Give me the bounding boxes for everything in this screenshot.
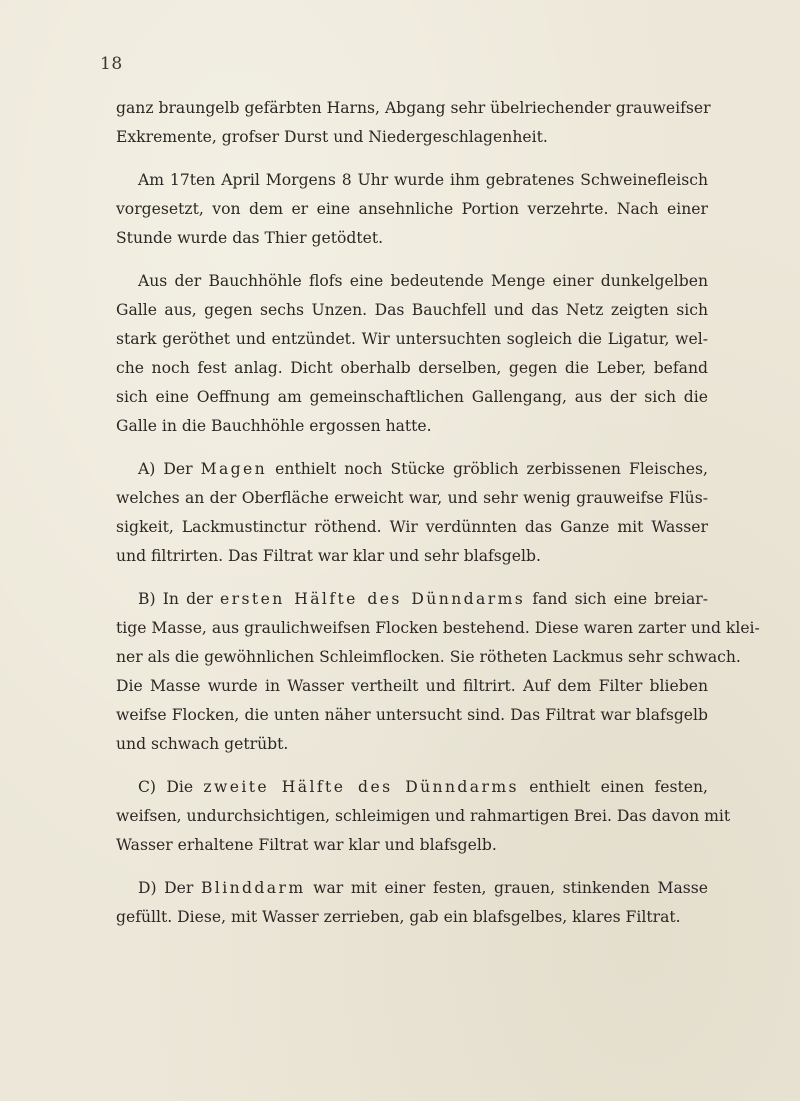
emphasized-term: Blinddarm xyxy=(200,879,306,897)
text-line: weifse Flocken, die unten näher untersucht sind. Das Filtrat war blafsgelb xyxy=(116,706,708,724)
emphasized-term: zweite Hälfte des Dünndarms xyxy=(203,778,519,796)
text-line: gefüllt. Diese, mit Wasser zerrieben, gab ein blafsgelbes, klares Filtrat. xyxy=(116,908,681,926)
text-line: Am 17ten April Morgens 8 Uhr wurde ihm gebratenes Schweinefleisch xyxy=(138,171,708,189)
text-line: Die Masse wurde in Wasser vertheilt und filtrirt. Auf dem Filter blieben xyxy=(116,677,708,695)
paragraph-gap xyxy=(116,253,708,267)
text-line: und schwach getrübt. xyxy=(116,735,289,753)
text-line: Aus der Bauchhöhle flofs eine bedeutende Menge einer dunkelgelben xyxy=(138,272,708,290)
paragraph xyxy=(116,874,708,932)
emphasized-term: Magen xyxy=(200,460,268,478)
paragraph-gap xyxy=(116,860,708,874)
paragraph-gap xyxy=(116,152,708,166)
paragraph-gap xyxy=(116,571,708,585)
text-line: stark geröthet und entzündet. Wir untersuchten sogleich die Ligatur, wel- xyxy=(116,330,708,348)
paragraph-gap xyxy=(116,759,708,773)
paragraph xyxy=(116,166,708,253)
text-line: che noch fest anlag. Dicht oberhalb derselben, gegen die Leber, befand xyxy=(116,359,708,377)
text-line: ganz braungelb gefärbten Harns, Abgang sehr übelriechender grauweifser xyxy=(116,99,711,117)
text-line: Galle aus, gegen sechs Unzen. Das Bauchfell und das Netz zeigten sich xyxy=(116,301,708,319)
text-line: C) Die zweite Hälfte des Dünndarms enthielt einen festen, xyxy=(138,778,708,796)
text-line: vorgesetzt, von dem er eine ansehnliche Portion verzehrte. Nach einer xyxy=(116,200,708,218)
emphasized-term: ersten Hälfte des Dünndarms xyxy=(220,590,526,608)
paragraph xyxy=(116,267,708,441)
text-line: Exkremente, grofser Durst und Niedergeschlagenheit. xyxy=(116,128,548,146)
text-line: B) In der ersten Hälfte des Dünndarms fand sich eine breiar- xyxy=(138,590,708,608)
text-line: Wasser erhaltene Filtrat war klar und blafsgelb. xyxy=(116,836,497,854)
text-line: ner als die gewöhnlichen Schleimflocken. Sie rötheten Lackmus sehr schwach. xyxy=(116,648,741,666)
text-line: Galle in die Bauchhöhle ergossen hatte. xyxy=(116,417,432,435)
paragraph xyxy=(116,455,708,571)
text-line: sich eine Oeffnung am gemeinschaftlichen Gallengang, aus der sich die xyxy=(116,388,708,406)
paragraph xyxy=(116,585,760,759)
body-text xyxy=(116,94,760,932)
page-number: 18 xyxy=(100,54,123,74)
text-line: sigkeit, Lackmustinctur röthend. Wir verdünnten das Ganze mit Wasser xyxy=(116,518,708,536)
text-line: Stunde wurde das Thier getödtet. xyxy=(116,229,384,247)
text-line: weifsen, undurchsichtigen, schleimigen und rahmartigen Brei. Das davon mit xyxy=(116,807,731,825)
paragraph xyxy=(116,773,731,860)
text-line: welches an der Oberfläche erweicht war, und sehr wenig grauweifse Flüs- xyxy=(116,489,708,507)
text-line: und filtrirten. Das Filtrat war klar und sehr blafsgelb. xyxy=(116,547,541,565)
paragraph xyxy=(116,94,711,152)
text-line: A) Der Magen enthielt noch Stücke gröblich zerbissenen Fleisches, xyxy=(138,460,708,478)
text-line: D) Der Blinddarm war mit einer festen, grauen, stinkenden Masse xyxy=(138,879,708,897)
text-line: tige Masse, aus graulichweifsen Flocken bestehend. Diese waren zarter und klei- xyxy=(116,619,760,637)
paragraph-gap xyxy=(116,441,708,455)
